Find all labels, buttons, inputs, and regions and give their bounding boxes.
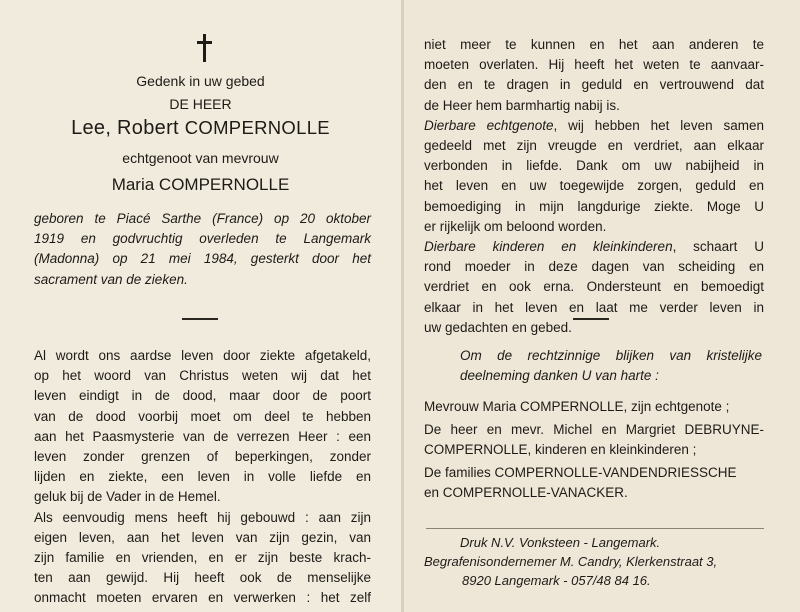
divider — [182, 318, 218, 320]
text-line: aan het Paasmysterie van de verrezen Heer : een — [34, 428, 371, 444]
text-line: deelneming danken U van harte : — [460, 368, 659, 384]
birth-death-paragraph — [34, 209, 371, 290]
address-line: 8920 Langemark - 057/48 84 16. — [462, 573, 651, 588]
children-address: Dierbare kinderen en kleinkinderen — [424, 239, 673, 255]
family-line: De families COMPERNOLLE-VANDENDRIESSCHE — [424, 465, 737, 480]
text-line: bemoediging in mijn langdurige ziekte. Moge U — [424, 198, 764, 214]
text-line: sacrament van de zieken. — [34, 271, 188, 287]
text-line: eigen leven, aan het leven van zijn gezin, van — [34, 529, 371, 545]
text-line: (Madonna) op 21 mei 1984, gesterkt door het — [34, 251, 371, 267]
family-list — [424, 397, 764, 503]
title-line: DE HEER — [169, 96, 232, 112]
text-line: onmacht moeten ervaren en verwerken : het zelf — [34, 590, 371, 606]
footer-rule — [426, 528, 764, 529]
text-line: gedeeld met zijn vreugde en verdriet, aan elkaar — [424, 138, 764, 154]
text-line: er rijkelijk om beloond worden. — [424, 218, 607, 234]
text-line: leven eindigt in de dood, maar door de poort — [34, 388, 371, 404]
deceased-surname: COMPERNOLLE — [184, 117, 330, 138]
spouse-intro-line: echtgenoot van mevrouw — [122, 150, 279, 166]
thanks-paragraph — [460, 346, 762, 386]
cross-icon — [193, 34, 217, 64]
text-line: Al wordt ons aardse leven door ziekte afgetakeld, — [34, 348, 371, 363]
family-line: Mevrouw Maria COMPERNOLLE, zijn echtgenote ; — [424, 399, 730, 414]
text-line: verdriet en ook erna. Ondersteunt en bemoedigt — [424, 279, 764, 295]
text-line: elkaar in het leven en laat me verder leven in — [424, 299, 764, 315]
family-line: en COMPERNOLLE-VANACKER. — [424, 485, 628, 500]
undertaker-line: Begrafenisondernemer M. Candry, Klerkenstraat 3, — [424, 554, 718, 569]
text-line: rond moeder in deze dagen van scheiding en — [424, 259, 764, 275]
text-line: zijn familie en vrienden, en er zijn beste krach- — [34, 550, 371, 566]
text-line: verbonden in liefde. Dank om uw nabijheid in — [424, 158, 764, 174]
text-line: den en te dragen in geduld en vertrouwend dat — [424, 77, 764, 93]
family-line: COMPERNOLLE, kinderen en kleinkinderen ; — [424, 442, 697, 457]
text-line: de Heer hem barmhartig nabij is. — [424, 97, 620, 113]
text-line: lijden en ziekte, een leven in volle liefde en — [34, 469, 371, 485]
printer-credits — [424, 533, 764, 590]
printer-line: Druk N.V. Vonksteen - Langemark. — [460, 535, 661, 550]
text-line: Om de rechtzinnige blijken van kristelijke — [460, 348, 762, 363]
text-line: van de dood voorbij moet om deel te hebben — [34, 408, 371, 424]
spouse-name — [0, 175, 401, 195]
text-line: op het woord van Christus weten wij dat het — [34, 368, 371, 384]
text-line: leven zonder grenzen of beperkingen, zonder — [34, 449, 371, 465]
text-line: geluk bij de Vader in de Hemel. — [34, 489, 221, 505]
text-line: geboren te Piacé Sarthe (France) op 20 oktober — [34, 211, 371, 226]
children-address-line: Dierbare kinderen en kleinkinderen, schaart U — [424, 239, 764, 255]
text-line: moeten overlaten. Hij heeft het weten te aanvaar- — [424, 57, 764, 73]
spouse-address: Dierbare echtgenote — [424, 117, 554, 133]
deceased-first-names: Lee, Robert — [71, 117, 185, 139]
acceptance-paragraph — [424, 35, 764, 338]
spouse-address-line: Dierbare echtgenote, wij hebben het leven samen — [424, 117, 764, 133]
text-line: ten aan gewijd. Hij heeft ook de menselijke — [34, 570, 371, 586]
text-line: Als eenvoudig mens heeft hij gebouwd : aan zijn — [34, 509, 371, 525]
text-line: 1919 en godvruchtig overleden te Langemark — [34, 231, 371, 247]
family-line: De heer en mevr. Michel en Margriet DEBRUYNE- — [424, 422, 764, 437]
text-line: het leven en uw toegewijde zorgen, geduld en — [424, 178, 764, 194]
spouse-surname: COMPERNOLLE — [158, 175, 290, 194]
deceased-name — [0, 117, 401, 140]
divider — [573, 318, 609, 320]
text-line: uw gedachten en gebed. — [424, 319, 572, 335]
remember-line: Gedenk in uw gebed — [136, 73, 265, 89]
faith-paragraph — [34, 346, 371, 609]
text-line: niet meer te kunnen en het aan anderen te — [424, 37, 764, 52]
spouse-first-name: Maria — [111, 175, 159, 194]
